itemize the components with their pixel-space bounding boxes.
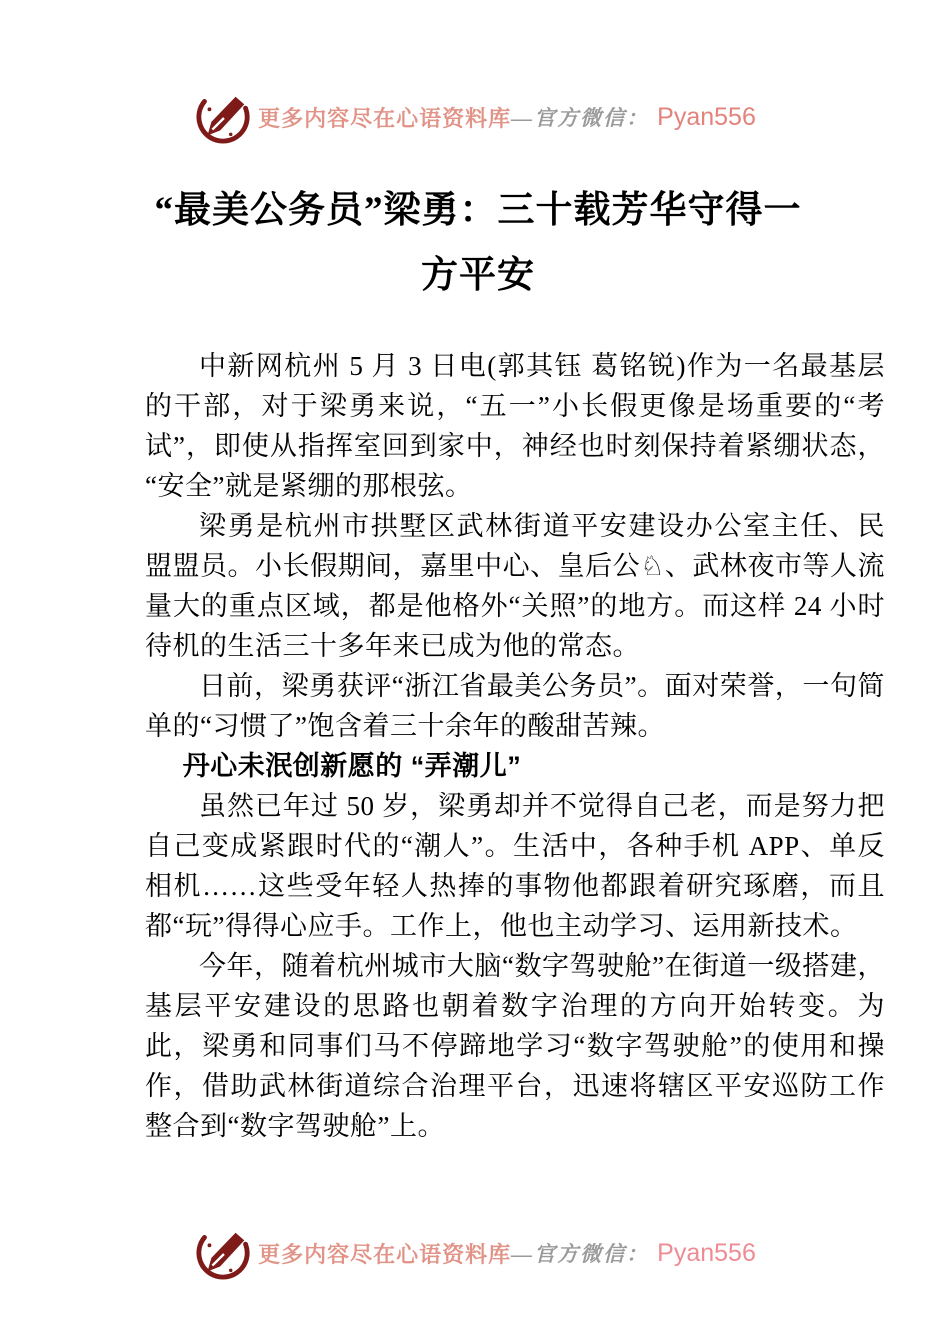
paragraph: 梁勇是杭州市拱墅区武林街道平安建设办公室主任、民盟盟员。小长假期间，嘉里中心、皇后公♘、武林夜市等人流量大的重点区域，都是他格外“关照”的地方。而这样 24 小时待机的生活三十多年来已成为他的常态。	[145, 511, 885, 661]
paragraph: 日前，梁勇获评“浙江省最美公务员”。面对荣誉，一句简单的“习惯了”饱含着三十余年的酸甜苦辣。	[145, 671, 885, 741]
pen-emblem-logo-icon	[194, 88, 252, 146]
footer-watermark	[0, 1224, 950, 1282]
watermark-wechat-account: Pyan556	[657, 102, 756, 131]
header-watermark	[0, 88, 950, 146]
paragraph-lede: 中新网杭州 5 月 3 日电(郭其钰 葛铭锐)作为一名最基层的干部，对于梁勇来说，“五一”小长假更像是场重要的“考试”，即使从指挥室回到家中，神经也时刻保持着紧绷状态，“安全”就是紧绷的那根弦。	[145, 351, 885, 501]
watermark-wechat-label: —官方微信：	[511, 1242, 650, 1266]
paragraph: 今年，随着杭州城市大脑“数字驾驶舱”在街道一级搭建，基层平安建设的思路也朝着数字治理的方向开始转变。为此，梁勇和同事们马不停蹄地学习“数字驾驶舱”的使用和操作，借助武林街道综合治理平台，迅速将辖区平安巡防工作整合到“数字驾驶舱”上。	[145, 951, 885, 1141]
watermark-text: 更多内容尽在心语资料库	[258, 1241, 512, 1267]
article	[145, 178, 885, 1146]
article-title-line1: “最美公务员”梁勇：三十载芳华守得一	[154, 190, 802, 231]
watermark-text: 更多内容尽在心语资料库	[258, 105, 512, 131]
watermark-wechat-label: —官方微信：	[511, 106, 650, 130]
article-title	[108, 178, 848, 308]
section-heading: 丹心未泯创新愿的 “弄潮儿”	[182, 751, 522, 781]
pen-emblem-logo-icon	[194, 1224, 252, 1282]
article-title-line2: 方平安	[421, 255, 535, 296]
paragraph: 虽然已年过 50 岁，梁勇却并不觉得自己老，而是努力把自己变成紧跟时代的“潮人”。生活中，各种手机 APP、单反相机……这些受年轻人热捧的事物他都跟着研究琢磨，而且都“玩”得得心应手。工作上，他也主动学习、运用新技术。	[145, 791, 885, 941]
watermark-wechat-account: Pyan556	[657, 1238, 756, 1267]
